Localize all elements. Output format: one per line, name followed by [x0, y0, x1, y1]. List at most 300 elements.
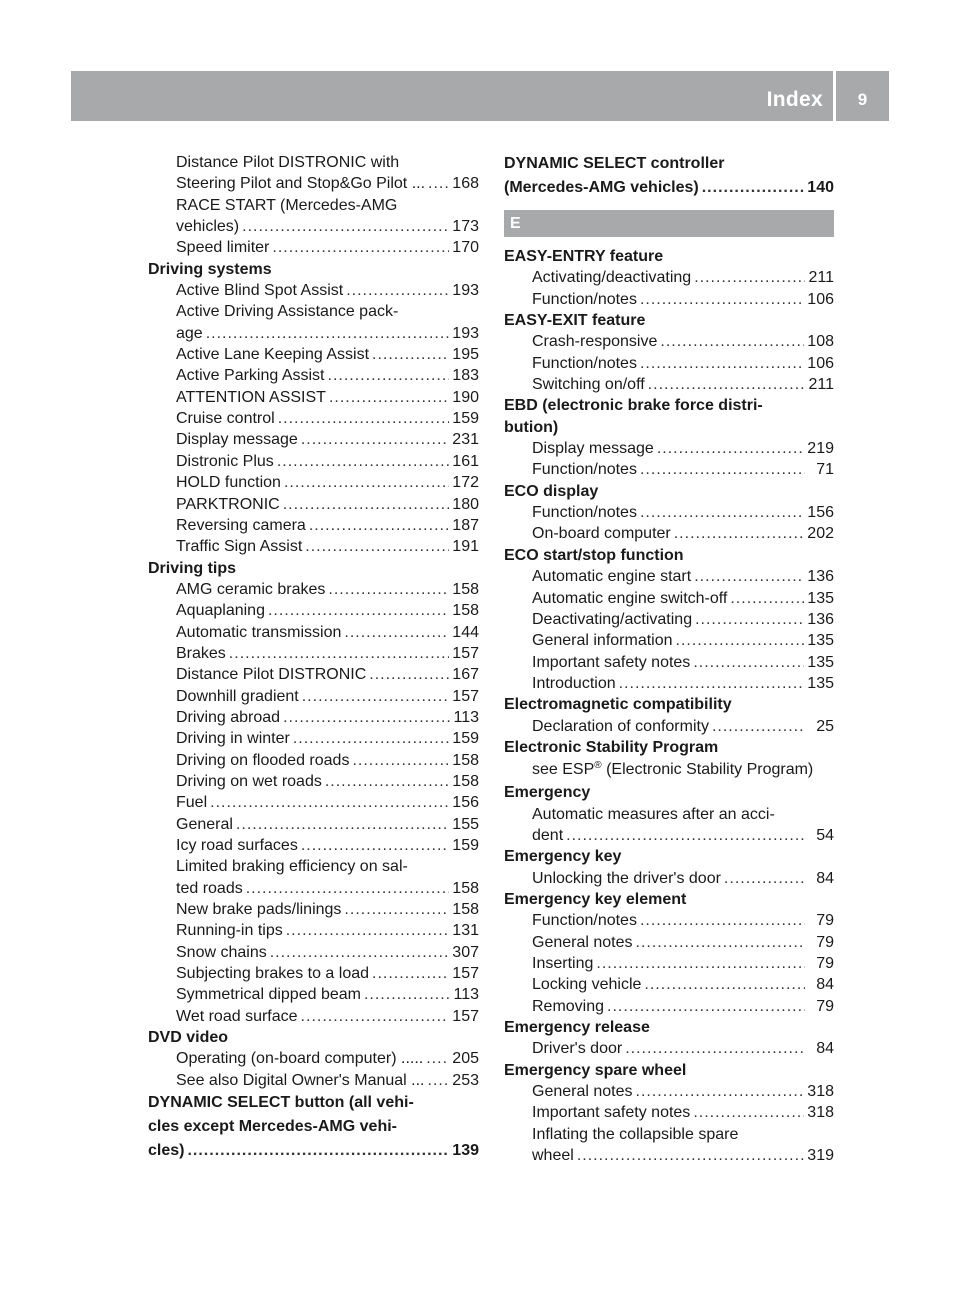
registered-mark: ® — [594, 760, 602, 772]
index-entry — [148, 814, 479, 835]
page-ref: 168 — [452, 175, 479, 193]
dot-leader — [268, 600, 449, 621]
section-letter: E — [510, 215, 521, 232]
page-ref: 144 — [452, 623, 479, 641]
index-entry — [504, 523, 834, 544]
page-ref: 173 — [452, 218, 479, 236]
dot-leader — [301, 835, 449, 856]
index-entry — [148, 494, 479, 515]
index-entry — [504, 331, 834, 352]
index-entry — [504, 804, 834, 825]
index-column-right — [504, 152, 834, 1166]
page-ref: 159 — [452, 410, 479, 428]
dot-leader — [344, 899, 449, 920]
entry-label: Symmetrical dipped beam — [176, 986, 361, 1004]
page-ref: 307 — [452, 943, 479, 961]
entry-label: Speed limiter — [176, 239, 270, 257]
entry-label: Driving on wet roads — [176, 772, 322, 790]
entry-label: Introduction — [532, 674, 616, 692]
dot-leader — [660, 331, 804, 352]
page-ref: 193 — [452, 282, 479, 300]
entry-label: Locking vehicle — [532, 976, 642, 994]
page-ref: 211 — [808, 376, 834, 394]
dot-leader — [246, 878, 450, 899]
index-entry — [148, 664, 479, 685]
entry-label: On-board computer — [532, 525, 671, 543]
dot-leader — [328, 579, 449, 600]
page-ref: 135 — [807, 589, 834, 607]
index-entry — [148, 899, 479, 920]
dot-leader — [302, 686, 450, 707]
page-ref: 157 — [452, 687, 479, 705]
dot-leader — [364, 984, 450, 1005]
page-ref: 319 — [807, 1147, 834, 1165]
page-ref: 79 — [816, 955, 834, 972]
page-ref: 158 — [452, 602, 479, 620]
page-ref: 205 — [452, 1050, 479, 1068]
page-ref: 318 — [807, 1083, 834, 1101]
index-entry — [148, 942, 479, 963]
entry-label: EASY-ENTRY feature — [504, 248, 664, 265]
entry-label-text: see ESP — [532, 761, 595, 779]
index-entry — [148, 579, 479, 600]
dot-leader — [426, 1048, 449, 1069]
index-entry — [504, 868, 834, 889]
index-entry — [148, 707, 479, 728]
page-ref: 158 — [452, 772, 479, 790]
index-entry — [504, 566, 834, 587]
page-ref: 113 — [453, 708, 479, 726]
index-heading — [504, 481, 834, 502]
page-ref: 202 — [807, 525, 834, 543]
entry-label: Downhill gradient — [176, 687, 299, 705]
page-ref: 193 — [452, 324, 479, 342]
entry-label: Driving on flooded roads — [176, 751, 350, 769]
index-entry — [148, 536, 479, 557]
dot-leader — [286, 920, 450, 941]
page-ref: 54 — [816, 826, 834, 844]
entry-label: Declaration of conformity — [532, 717, 709, 735]
dot-leader — [242, 216, 449, 237]
index-entry — [148, 344, 479, 365]
index-entry — [504, 1145, 834, 1166]
index-entry — [504, 609, 834, 630]
entry-label: Driving systems — [148, 260, 272, 278]
entry-label: Automatic transmission — [176, 623, 342, 641]
index-entry — [504, 353, 834, 374]
dot-leader — [648, 374, 805, 395]
entry-label: Distance Pilot DISTRONIC — [176, 666, 367, 684]
index-entry — [148, 472, 479, 493]
index-entry — [148, 835, 479, 856]
index-entry — [504, 652, 834, 673]
index-heading — [148, 1091, 479, 1115]
entry-label-text: (Electronic Stability Program) — [601, 761, 814, 779]
dot-leader — [566, 825, 805, 846]
entry-label: Operating (on-board computer) ..... — [176, 1050, 424, 1068]
dot-leader — [210, 792, 449, 813]
index-entry — [148, 515, 479, 536]
index-entry — [504, 374, 834, 395]
index-entry — [504, 1038, 834, 1059]
page-ref: 140 — [807, 179, 834, 196]
dot-leader — [206, 323, 450, 344]
page-ref: 79 — [816, 933, 834, 951]
index-heading — [504, 417, 834, 438]
index-entry — [148, 195, 479, 216]
dot-leader — [328, 365, 450, 386]
index-entry — [148, 365, 479, 386]
entry-label: Distance Pilot DISTRONIC with — [176, 154, 400, 171]
page-ref: 158 — [452, 580, 479, 598]
entry-label: Reversing camera — [176, 516, 306, 534]
page-ref: 84 — [816, 1040, 834, 1058]
entry-label: Switching on/off — [532, 376, 645, 394]
entry-label: Emergency key — [504, 848, 622, 866]
entry-label: Wet road surface — [176, 1007, 298, 1025]
entry-label: Activating/deactivating — [532, 269, 692, 287]
index-entry — [148, 792, 479, 813]
entry-label: General notes — [532, 1083, 633, 1101]
dot-leader — [344, 622, 449, 643]
section-title: Index — [766, 88, 823, 111]
entry-label: Cruise control — [176, 410, 275, 428]
index-entry — [148, 728, 479, 749]
index-entry — [148, 301, 479, 322]
dot-leader — [712, 716, 805, 737]
entry-label: Active Blind Spot Assist — [176, 282, 344, 300]
index-entry — [504, 953, 834, 974]
dot-leader — [657, 438, 804, 459]
page-ref: 136 — [807, 568, 834, 586]
index-entry — [504, 438, 834, 459]
entry-label: Subjecting brakes to a load — [176, 965, 370, 983]
page-ref: 25 — [816, 717, 834, 735]
index-entry — [148, 408, 479, 429]
dot-leader — [640, 459, 805, 480]
entry-label: PARKTRONIC — [176, 495, 280, 513]
index-entry — [504, 825, 834, 846]
dot-leader — [284, 472, 449, 493]
index-entry — [504, 716, 834, 737]
entry-label: wheel — [532, 1147, 574, 1165]
index-entry — [148, 750, 479, 771]
entry-label: New brake pads/linings — [176, 901, 342, 919]
entry-label: Snow chains — [176, 943, 267, 961]
page-ref: 191 — [452, 538, 479, 556]
section-letter-bar — [504, 210, 834, 237]
entry-label: Running-in tips — [176, 922, 283, 940]
index-entry — [148, 216, 479, 237]
page-ref: 135 — [807, 632, 834, 650]
page-ref: 159 — [452, 837, 479, 854]
entry-label: Automatic engine switch-off — [532, 589, 728, 607]
index-entry — [148, 643, 479, 664]
index-heading — [504, 310, 834, 331]
index-entry — [148, 856, 479, 877]
dot-leader — [283, 707, 450, 728]
entry-label: General information — [532, 632, 673, 650]
entry-label: Active Driving Assistance pack- — [176, 303, 399, 321]
index-entry — [504, 1102, 834, 1123]
index-heading — [504, 889, 834, 910]
dot-leader — [272, 237, 449, 258]
dot-leader — [640, 353, 804, 374]
page-number: 9 — [857, 90, 868, 109]
page-ref: 131 — [452, 922, 479, 940]
dot-leader — [369, 664, 449, 685]
page-ref: 161 — [452, 452, 479, 470]
dot-leader — [329, 387, 449, 408]
dot-leader — [428, 173, 449, 194]
page-ref: 158 — [452, 879, 479, 897]
page-ref: 170 — [452, 239, 479, 257]
index-entry — [148, 429, 479, 450]
index-entry — [504, 588, 834, 609]
index-heading — [504, 782, 834, 803]
dot-leader — [346, 280, 449, 301]
page-ref: 167 — [452, 666, 479, 684]
entry-label: Function/notes — [532, 504, 637, 522]
page-ref: 79 — [816, 997, 834, 1015]
index-entry — [504, 267, 834, 288]
dot-leader — [309, 515, 449, 536]
index-entry — [504, 910, 834, 931]
dot-leader — [352, 750, 449, 771]
dot-leader — [693, 1102, 804, 1123]
entry-label: DYNAMIC SELECT controller — [504, 155, 725, 172]
page-ref: 139 — [452, 1142, 479, 1160]
index-heading — [148, 1027, 479, 1048]
entry-label: Deactivating/activating — [532, 610, 693, 628]
index-heading — [504, 246, 834, 267]
page-ref: 106 — [807, 354, 834, 372]
entry-label: General — [176, 815, 233, 833]
entry-label: Driving tips — [148, 559, 237, 577]
entry-label: ATTENTION ASSIST — [176, 388, 326, 406]
entry-label: Function/notes — [532, 354, 637, 372]
dot-leader — [636, 932, 805, 953]
dot-leader — [301, 429, 449, 450]
dot-leader — [270, 942, 450, 963]
dot-leader — [676, 630, 805, 651]
page-ref: 190 — [452, 388, 479, 406]
index-entry — [148, 878, 479, 899]
dot-leader — [236, 814, 449, 835]
dot-leader — [644, 974, 805, 995]
page-ref: 187 — [452, 516, 479, 534]
page-ref: 136 — [807, 610, 834, 628]
page-ref: 211 — [808, 269, 834, 287]
entry-label — [532, 758, 813, 782]
entry-label: Automatic engine start — [532, 568, 692, 586]
index-column-left — [148, 152, 479, 1163]
entry-label: Brakes — [176, 644, 226, 662]
page-ref: 158 — [452, 901, 479, 919]
index-entry — [148, 984, 479, 1005]
index-entry — [148, 600, 479, 621]
entry-label: Electromagnetic compatibility — [504, 696, 732, 714]
entry-label: dent — [532, 826, 564, 844]
entry-label: Traffic Sign Assist — [176, 538, 303, 556]
index-entry — [148, 771, 479, 792]
index-heading — [504, 176, 834, 200]
index-entry — [504, 502, 834, 523]
entry-label: Display message — [176, 431, 298, 449]
entry-label: Active Lane Keeping Assist — [176, 346, 370, 364]
index-entry — [148, 451, 479, 472]
entry-label: Aquaplaning — [176, 602, 265, 620]
entry-label: Active Parking Assist — [176, 367, 325, 385]
page-ref: 135 — [807, 653, 834, 671]
entry-label: age — [176, 324, 203, 342]
entry-label: Unlocking the driver's door — [532, 869, 721, 887]
index-group-d-continued — [504, 152, 834, 200]
index-entry — [504, 974, 834, 995]
index-entry — [504, 1081, 834, 1102]
page-ref: 183 — [452, 367, 479, 385]
page-ref: 157 — [452, 1007, 479, 1025]
entry-label: HOLD function — [176, 474, 281, 492]
page-ref: 159 — [452, 730, 479, 748]
dot-leader — [277, 451, 449, 472]
index-entry — [148, 237, 479, 258]
entry-label: Distronic Plus — [176, 452, 274, 470]
entry-label: cles) — [148, 1142, 185, 1160]
entry-label: Emergency release — [504, 1019, 650, 1037]
dot-leader — [305, 536, 449, 557]
entry-label: Function/notes — [532, 461, 637, 479]
index-entry — [148, 1006, 479, 1027]
index-entry — [148, 323, 479, 344]
entry-label: EASY-EXIT feature — [504, 312, 646, 330]
entry-label: Emergency spare wheel — [504, 1061, 687, 1079]
index-entry — [148, 173, 479, 194]
dot-leader — [577, 1145, 804, 1166]
entry-label: Driving in winter — [176, 730, 290, 748]
page-ref: 113 — [453, 986, 479, 1004]
dot-leader — [694, 566, 804, 587]
index-heading — [148, 1115, 479, 1139]
index-entry — [148, 280, 479, 301]
page-ref: 156 — [807, 504, 834, 522]
page-ref: 108 — [807, 333, 834, 351]
dot-leader — [640, 502, 804, 523]
page-ref: 158 — [452, 751, 479, 769]
entry-label: vehicles) — [176, 218, 240, 236]
index-heading — [504, 694, 834, 715]
dot-leader — [428, 1070, 450, 1091]
entry-label: Inserting — [532, 955, 594, 972]
page-ref: 318 — [807, 1104, 834, 1122]
dot-leader — [372, 344, 449, 365]
index-entry — [148, 152, 479, 173]
dot-leader — [301, 1006, 450, 1027]
entry-label: bution) — [504, 418, 559, 436]
page-ref: 157 — [452, 644, 479, 662]
dot-leader — [187, 1139, 449, 1163]
entry-label: See also Digital Owner's Manual ... — [176, 1071, 425, 1089]
entry-label: Driving abroad — [176, 708, 281, 726]
dot-leader — [636, 1081, 805, 1102]
page-ref: 157 — [452, 965, 479, 983]
entry-label: Icy road surfaces — [176, 837, 298, 854]
entry-label: Removing — [532, 997, 605, 1015]
index-entry — [504, 1124, 834, 1145]
entry-label: (Mercedes-AMG vehicles) — [504, 179, 699, 196]
dot-leader — [372, 963, 449, 984]
dot-leader — [693, 652, 804, 673]
page-ref: 156 — [452, 794, 479, 812]
entry-label: General notes — [532, 933, 633, 951]
index-heading — [504, 846, 834, 867]
index-heading — [504, 737, 834, 758]
page-ref: 135 — [807, 674, 834, 692]
page-ref: 71 — [816, 461, 834, 479]
dot-leader — [694, 267, 805, 288]
entry-label: Automatic measures after an acci- — [532, 805, 775, 823]
entry-label: DVD video — [148, 1029, 229, 1047]
entry-label: DYNAMIC SELECT button (all vehi- — [148, 1094, 414, 1112]
dot-leader — [278, 408, 450, 429]
dot-leader — [283, 494, 450, 515]
dot-leader — [325, 771, 449, 792]
index-entry — [504, 673, 834, 694]
entry-label: Function/notes — [532, 290, 637, 308]
dot-leader — [674, 523, 805, 544]
index-entry — [504, 932, 834, 953]
entry-label: Fuel — [176, 794, 208, 812]
dot-leader — [619, 673, 805, 694]
dot-leader — [625, 1038, 805, 1059]
entry-label: ECO display — [504, 482, 599, 500]
entry-label: Steering Pilot and Stop&Go Pilot ... — [176, 175, 426, 193]
entry-label: Emergency — [504, 784, 591, 802]
entry-label: EBD (electronic brake force distri- — [504, 397, 763, 415]
page-ref: 219 — [807, 440, 834, 458]
index-heading — [148, 259, 479, 280]
index-heading — [504, 395, 834, 416]
dot-leader — [640, 910, 805, 931]
entry-label: Electronic Stability Program — [504, 738, 719, 756]
index-entry — [504, 758, 834, 782]
index-entry — [148, 963, 479, 984]
index-entry — [148, 387, 479, 408]
dot-leader — [724, 868, 805, 889]
page-ref: 155 — [452, 815, 479, 833]
page-ref: 195 — [452, 346, 479, 364]
entry-label: ted roads — [176, 879, 243, 897]
entry-label: cles except Mercedes-AMG vehi- — [148, 1118, 397, 1136]
page-ref: 253 — [452, 1071, 479, 1089]
entry-label: Display message — [532, 440, 654, 458]
index-entry — [148, 1048, 479, 1069]
index-group-e — [504, 246, 834, 1166]
entry-label: Important safety notes — [532, 1104, 691, 1122]
dot-leader — [229, 643, 450, 664]
entry-label: ECO start/stop function — [504, 546, 684, 564]
page-ref: 79 — [816, 912, 834, 930]
entry-label: Limited braking efficiency on sal- — [176, 858, 408, 876]
index-entry — [148, 686, 479, 707]
page-ref: 84 — [816, 976, 834, 994]
index-heading — [148, 558, 479, 579]
dot-leader — [607, 996, 805, 1017]
index-heading — [504, 1060, 834, 1081]
page-ref: 231 — [452, 431, 479, 449]
page-header — [71, 71, 889, 121]
index-entry — [504, 459, 834, 480]
